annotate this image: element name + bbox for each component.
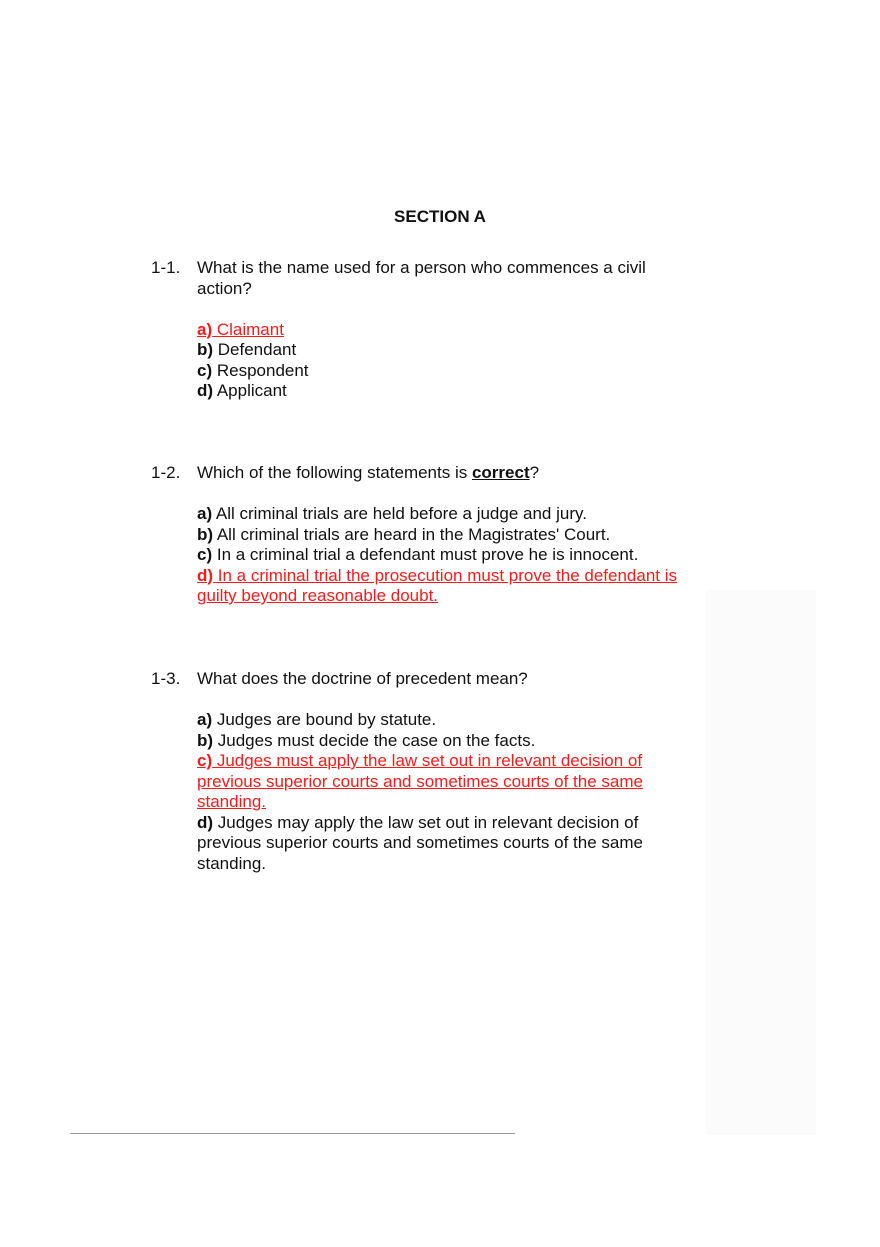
option-b (197, 340, 717, 361)
answer-options (197, 710, 677, 874)
footer-rule (70, 1133, 515, 1134)
option-letter: c) (197, 751, 213, 770)
option-b (197, 731, 677, 752)
question-number: 1-3. (151, 669, 181, 688)
section-title: SECTION A (394, 207, 486, 226)
question-1-3 (151, 669, 751, 874)
answer-options (197, 320, 717, 402)
answer-options (197, 504, 717, 607)
option-a-correct (197, 320, 717, 341)
option-letter: b) (197, 340, 214, 359)
question-emphasis: correct (471, 463, 530, 482)
option-text: All criminal trials are heard in the Magistrates' Court. (213, 524, 611, 544)
question-text (197, 463, 687, 484)
option-text: In a criminal trial a defendant must prove he is innocent. (212, 545, 639, 564)
option-d (197, 813, 677, 875)
option-text: Defendant (213, 340, 297, 359)
option-text: Judges must apply the law set out in relevant decision of previous superior courts and sometimes courts of the same standing. (197, 751, 643, 811)
option-text: Respondent (212, 360, 309, 380)
question-number: 1-1. (151, 258, 181, 277)
option-a (197, 504, 717, 525)
option-text: Claimant (212, 319, 284, 339)
question-text: What is the name used for a person who commences a civil action? (197, 258, 646, 298)
option-text: Judges are bound by statute. (212, 710, 437, 729)
option-letter: d) (197, 381, 214, 400)
option-text: Judges may apply the law set out in relevant decision of previous superior courts and sometimes courts of the same standing. (197, 812, 643, 873)
option-text: In a criminal trial the prosecution must prove the defendant is guilty beyond reasonable doubt. (197, 565, 678, 605)
option-text: All criminal trials are held before a judge and jury. (212, 504, 587, 523)
option-a (197, 710, 677, 731)
question-1-1 (151, 258, 751, 402)
option-letter: a) (197, 319, 213, 339)
option-d (197, 381, 717, 402)
option-letter: d) (197, 812, 214, 832)
option-c (197, 361, 717, 382)
option-d-correct (197, 566, 717, 607)
option-c (197, 545, 717, 566)
question-1-2 (151, 463, 751, 607)
option-b (197, 525, 717, 546)
option-text: Applicant (213, 381, 287, 400)
option-letter: a) (197, 710, 213, 729)
question-number: 1-2. (151, 463, 181, 482)
option-letter: d) (197, 565, 214, 585)
option-letter: a) (197, 504, 213, 523)
option-c-correct (197, 751, 677, 813)
question-text: What does the doctrine of precedent mean? (197, 669, 528, 688)
option-letter: b) (197, 524, 214, 544)
question-text-end: ? (529, 463, 540, 482)
question-text-start: Which of the following statements is (197, 463, 472, 482)
option-letter: b) (197, 730, 214, 750)
option-text: Judges must decide the case on the facts. (213, 730, 536, 750)
option-letter: c) (197, 360, 213, 380)
option-letter: c) (197, 545, 213, 564)
